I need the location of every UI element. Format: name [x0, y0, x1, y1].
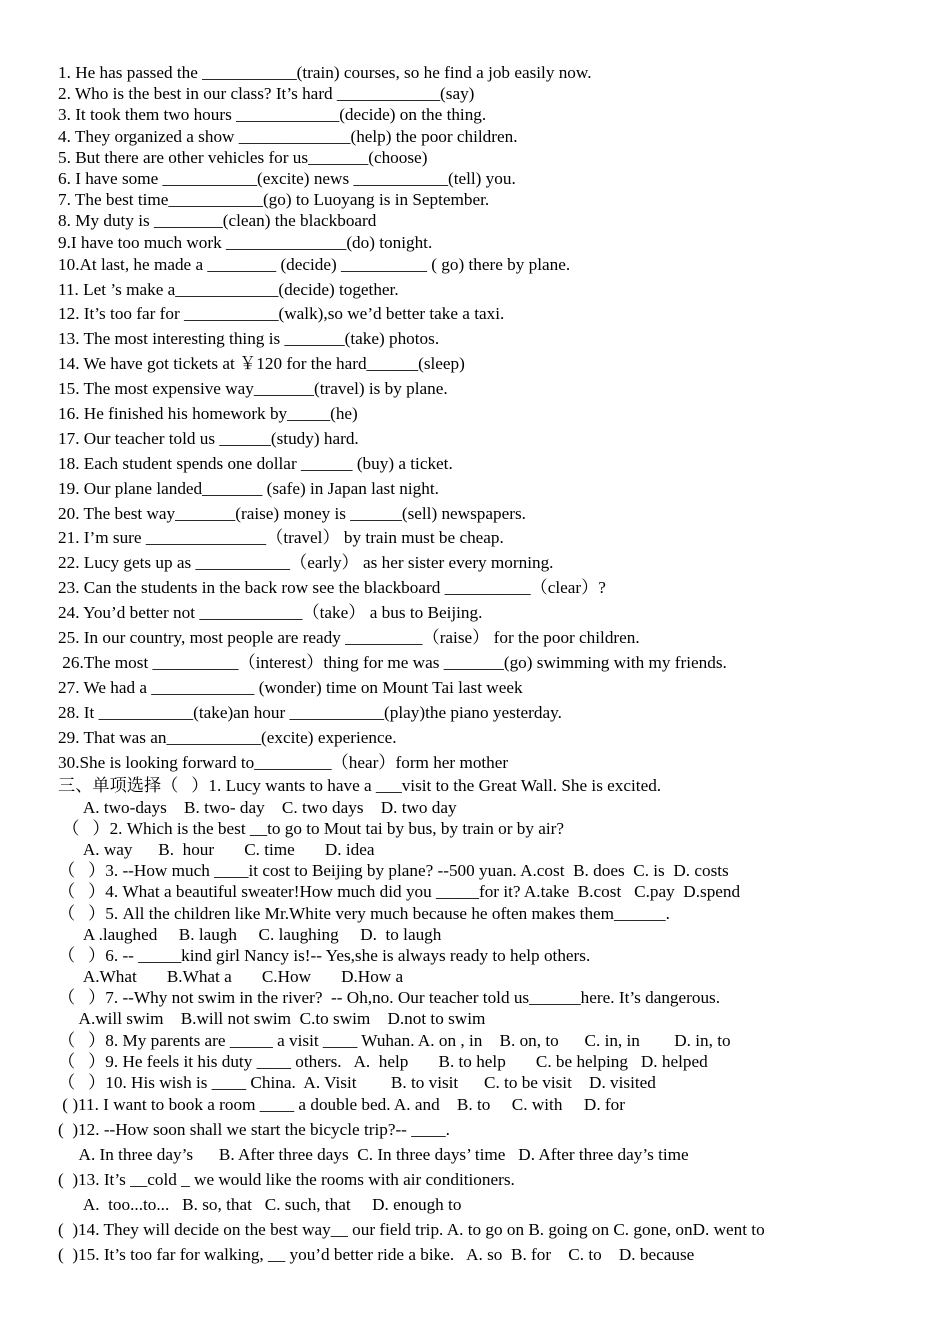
fill-in-item-27: 27. We had a ____________ (wonder) time on Mount Tai last week	[58, 677, 523, 697]
fill-in-item-19: 19. Our plane landed_______ (safe) in Japan last night.	[58, 478, 439, 498]
fill-in-item-12: 12. It’s too far for ___________(walk),so we’d better take a taxi.	[58, 304, 505, 324]
fill-in-item-28: 28. It ___________(take)an hour ___________(play)the piano yesterday.	[58, 702, 562, 722]
choice-line-11: ( )11. I want to book a room ____ a double bed. A. and B. to C. with D. for	[58, 1095, 625, 1115]
choice-section	[58, 775, 938, 1267]
fill-in-item-29: 29. That was an___________(excite) experience.	[58, 727, 397, 747]
fill-in-item-6: 6. I have some ___________(excite) news ___________(tell) you.	[58, 168, 516, 188]
fill-in-item-30: 30.She is looking forward to_________（hear）form her mother	[58, 752, 509, 772]
choice-line-13: ( )13. It’s __cold _ we would like the rooms with air conditioners.	[58, 1169, 515, 1189]
choice-options-2: A. way B. hour C. time D. idea	[58, 839, 375, 859]
choice-options-6: A.What B.What a C.How D.How a	[58, 967, 404, 987]
fill-in-item-20: 20. The best way_______(raise) money is ______(sell) newspapers.	[58, 503, 526, 523]
choice-line-9: （ ）9. He feels it his duty ____ others. A. help B. to help C. be helping D. helped	[58, 1051, 708, 1071]
choice-line-2: （ ）2. Which is the best __to go to Mout tai by bus, by train or by air?	[58, 818, 565, 838]
fill-in-item-15: 15. The most expensive way_______(travel) is by plane.	[58, 379, 448, 399]
fill-in-item-11: 11. Let ’s make a____________(decide) together.	[58, 279, 399, 299]
fill-in-item-9: 9.I have too much work ______________(do) tonight.	[58, 232, 433, 252]
fill-in-item-17: 17. Our teacher told us ______(study) hard.	[58, 428, 359, 448]
fill-in-item-18: 18. Each student spends one dollar ______ (buy) a ticket.	[58, 453, 453, 473]
fill-in-item-23: 23. Can the students in the back row see the blackboard __________（clear）?	[58, 578, 606, 598]
fill-in-item-7: 7. The best time___________(go) to Luoyang is in September.	[58, 190, 490, 210]
fill-in-item-1: 1. He has passed the ___________(train) courses, so he find a job easily now.	[58, 63, 592, 82]
choice-line-4: （ ）4. What a beautiful sweater!How much did you _____for it? A.take B.cost C.pay D.spend	[58, 882, 741, 902]
fill-in-item-3: 3. It took them two hours ____________(decide) on the thing.	[58, 105, 487, 125]
choice-options-13: A. too...to... B. so, that C. such, that D. enough to	[58, 1194, 462, 1214]
fill-in-item-13: 13. The most interesting thing is _______(take) photos.	[58, 329, 440, 349]
choice-line-7: （ ）7. --Why not swim in the river? -- Oh,no. Our teacher told us______here. It’s dangerous.	[58, 988, 721, 1008]
fill-in-item-8: 8. My duty is ________(clean) the blackboard	[58, 211, 377, 231]
choice-line-15: ( )15. It’s too far for walking, __ you’d better ride a bike. A. so B. for C. to D. because	[58, 1244, 695, 1264]
choice-line-12: ( )12. --How soon shall we start the bicycle trip?-- ____.	[58, 1120, 450, 1140]
choice-options-1: A. two-days B. two- day C. two days D. two day	[58, 797, 457, 817]
fill-in-item-21: 21. I’m sure ______________（travel） by train must be cheap.	[58, 528, 504, 548]
choice-options-5: A .laughed B. laugh C. laughing D. to laugh	[58, 924, 442, 944]
worksheet-page	[58, 62, 938, 1267]
fill-in-item-14: 14. We have got tickets at ￥120 for the hard______(sleep)	[58, 354, 465, 374]
choice-line-1: 三、单项选择（ ）1. Lucy wants to have a ___visit to the Great Wall. She is excited.	[58, 776, 662, 796]
fill-in-item-10: 10.At last, he made a ________ (decide) __________ ( go) there by plane.	[58, 254, 571, 274]
fill-in-section	[58, 62, 938, 775]
fill-in-item-4: 4. They organized a show _____________(help) the poor children.	[58, 126, 518, 146]
fill-in-item-25: 25. In our country, most people are ready _________（raise） for the poor children.	[58, 628, 640, 648]
fill-in-item-24: 24. You’d better not ____________（take） a bus to Beijing.	[58, 603, 483, 623]
choice-line-5: （ ）5. All the children like Mr.White very much because he often makes them______.	[58, 903, 670, 923]
choice-line-6: （ ）6. -- _____kind girl Nancy is!-- Yes,she is always ready to help others.	[58, 945, 591, 965]
choice-line-3: （ ）3. --How much ____it cost to Beijing by plane? --500 yuan. A.cost B. does C. is D. costs	[58, 861, 729, 881]
fill-in-item-22: 22. Lucy gets up as ___________（early） as her sister every morning.	[58, 553, 554, 573]
fill-in-item-26: 26.The most __________（interest）thing for me was _______(go) swimming with my friends.	[58, 652, 727, 672]
choice-options-12: A. In three day’s B. After three days C. In three days’ time D. After three day’s time	[58, 1144, 689, 1164]
fill-in-item-2: 2. Who is the best in our class? It’s hard ____________(say)	[58, 84, 475, 104]
choice-line-14: ( )14. They will decide on the best way__ our field trip. A. to go on B. going on C. gone, onD. went to	[58, 1219, 765, 1239]
choice-options-7: A.will swim B.will not swim C.to swim D.not to swim	[58, 1009, 486, 1029]
choice-line-10: （ ）10. His wish is ____ China. A. Visit B. to visit C. to be visit D. visited	[58, 1073, 656, 1093]
fill-in-item-16: 16. He finished his homework by_____(he)	[58, 404, 358, 424]
choice-line-8: （ ）8. My parents are _____ a visit ____ Wuhan. A. on , in B. on, to C. in, in D. in, to	[58, 1030, 731, 1050]
fill-in-item-5: 5. But there are other vehicles for us_______(choose)	[58, 147, 428, 167]
